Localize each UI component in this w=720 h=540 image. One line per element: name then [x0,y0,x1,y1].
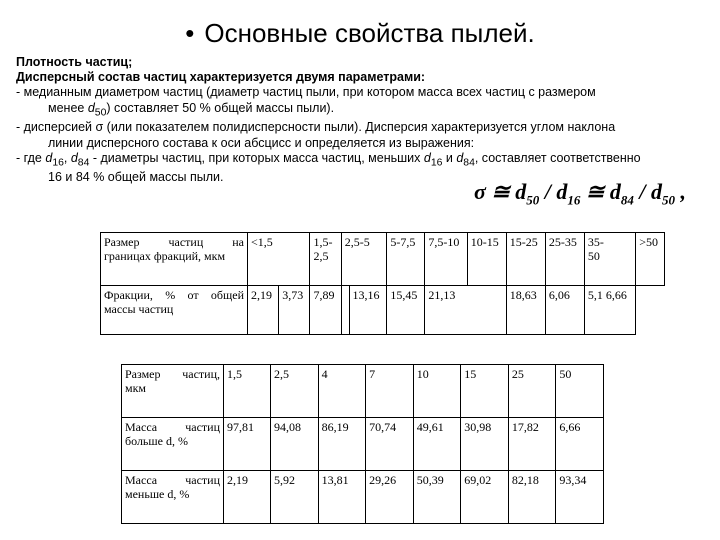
table-cell: 50,39 [413,471,461,524]
table-cell: 10-15 [467,233,506,286]
table-cell: 13,81 [318,471,366,524]
table-cell: 29,26 [366,471,414,524]
table-cell: 1,5 [224,365,271,418]
table-row [122,471,604,524]
text-line-sigma-b: линии дисперсного состава к оси абсцисс и определяется из выражения: [48,135,475,150]
table-cell-label: Масса частиц меньше d, % [122,471,224,524]
table-cell: 15 [461,365,509,418]
table-cell: 5,1 6,66 [584,286,635,335]
table-cell: 6,06 [545,286,584,335]
table-cell: 2,5 [271,365,319,418]
table-cell: 21,13 [425,286,506,335]
fraction-table [100,232,665,335]
table-cell: 49,61 [413,418,461,471]
table-cell: 7,89 [310,286,341,335]
text-line-sigma-a: - дисперсией σ (или показателем полидисперсности пыли). Дисперсия характеризуется углом наклона [16,120,616,135]
table-cell: 5,92 [271,471,319,524]
table-row [101,286,665,335]
table-cell: 7,5-10 [425,233,467,286]
table-cell-label: Масса частиц больше d, % [122,418,224,471]
table-cell: 2,19 [248,286,279,335]
slide-title [0,18,720,49]
table-cell [341,286,349,335]
sigma-formula: σ ≅ $d_{50} / d_{16}$ ≅ $d_{84} / d_{50}$ , [474,179,686,208]
text-line-density: Плотность частиц; [16,55,133,69]
table-cell: 10 [413,365,461,418]
body-text [16,55,716,186]
table-cell: 30,98 [461,418,509,471]
table-cell: 15,45 [387,286,425,335]
table-cell-label: Размер частиц, мкм [122,365,224,418]
table-cell: 35- 50 [584,233,635,286]
table-cell: 69,02 [461,471,509,524]
text-line-median-a: - медианным диаметром частиц (диаметр частиц пыли, при котором масса всех частиц с размером [16,85,596,100]
table-cell: >50 [636,233,665,286]
text-line-where-b: 16 и 84 % общей массы пыли. [48,170,224,185]
table-cell: 15-25 [506,233,545,286]
cumulative-table [121,364,604,524]
text-line-dispersion-intro: Дисперсный состав частиц характеризуется двумя параметрами: [16,70,426,85]
table-cell-label: Фракции, % от общей массы частиц [101,286,248,335]
table-cell: 5-7,5 [387,233,425,286]
table-cell-label: Размер частиц на границах фракций, мкм [101,233,248,286]
table-cell: 50 [556,365,604,418]
table-cell: 82,18 [508,471,556,524]
table-cell: 94,08 [271,418,319,471]
table-cell: 3,73 [279,286,310,335]
table-cell: 2,5-5 [341,233,387,286]
table-cell: 17,82 [508,418,556,471]
table-cell: <1,5 [248,233,310,286]
table-row [101,233,665,286]
table-cell: 86,19 [318,418,366,471]
table-cell: 7 [366,365,414,418]
table-cell: 6,66 [556,418,604,471]
table-cell: 1,5- 2,5 [310,233,341,286]
table-row [122,418,604,471]
slide-title-text: Основные свойства пылей. [204,18,535,48]
table-cell: 18,63 [506,286,545,335]
table-cell: 25 [508,365,556,418]
table-cell: 93,34 [556,471,604,524]
table-cell: 25-35 [545,233,584,286]
table-cell: 4 [318,365,366,418]
table-cell: 2,19 [224,471,271,524]
table-row [122,365,604,418]
bullet-icon: • [185,18,195,48]
table-cell: 13,16 [349,286,387,335]
text-line-median-b: менее $d_{50}$) составляет 50 % общей массы пыли). [48,100,335,119]
text-line-where-a: - где $d_{16}$, $d_{84}$ - диаметры частиц, при которых масса частиц, меньших $d_{16}$ и $d_{84}$, составляет соответственно [16,150,641,169]
table-cell: 97,81 [224,418,271,471]
table-cell: 70,74 [366,418,414,471]
